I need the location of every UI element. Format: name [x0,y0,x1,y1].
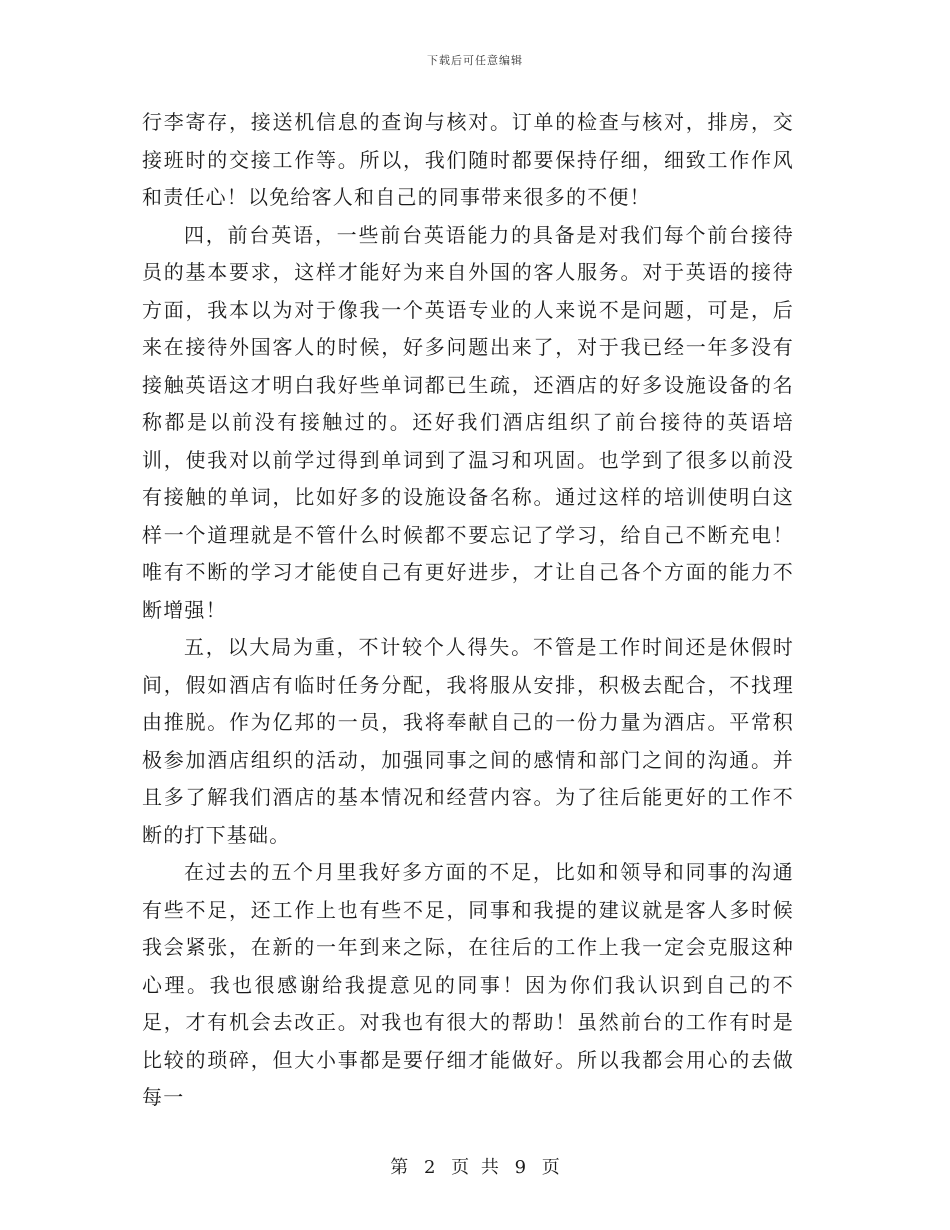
footer-suffix: 页 [541,1157,560,1178]
page-number-footer [0,1153,950,1179]
total-pages-number: 9 [514,1157,527,1178]
current-page-number: 2 [423,1157,436,1178]
paragraph-shortcomings: 在过去的五个月里我好多方面的不足，比如和领导和同事的沟通有些不足，还工作上也有些不足，同事和我提的建议就是客人多时候我会紧张，在新的一年到来之际，在往后的工作上我一定会克服这种心理。我也很感谢给我提意见的同事！因为你们我认识到自己的不足，才有机会去改正。对我也有很大的帮助！虽然前台的工作有时是比较的琐碎，但大小事都是要仔细才能做好。所以我都会用心的去做每一 [142,860,794,1109]
paragraph-continuation: 行李寄存，接送机信息的查询与核对。订单的检查与核对，排房，交接班时的交接工作等。所以，我们随时都要保持仔细，细致工作作风和责任心！以免给客人和自己的同事带来很多的不便！ [142,110,794,209]
paragraph-overall-interest: 五，以大局为重，不计较个人得失。不管是工作时间还是休假时间，假如酒店有临时任务分配，我将服从安排，积极去配合，不找理由推脱。作为亿邦的一员，我将奉献自己的一份力量为酒店。平常积极参加酒店组织的活动，加强同事之间的感情和部门之间的沟通。并且多了解我们酒店的基本情况和经营内容。为了往后能更好的工作不断的打下基础。 [142,635,794,847]
paragraph-front-desk-english: 四，前台英语，一些前台英语能力的具备是对我们每个前台接待员的基本要求，这样才能好为来自外国的客人服务。对于英语的接待方面，我本以为对于像我一个英语专业的人来说不是问题，可是，后来在接待外国客人的时候，好多问题出来了，对于我已经一年多没有接触英语这才明白我好些单词都已生疏，还酒店的好多设施设备的名称都是以前没有接触过的。还好我们酒店组织了前台接待的英语培训，使我对以前学过得到单词到了温习和巩固。也学到了很多以前没有接触的单词，比如好多的设施设备名称。通过这样的培训使明白这样一个道理就是不管什么时候都不要忘记了学习，给自己不断充电！唯有不断的学习才能使自己有更好进步，才让自己各个方面的能力不断增强！ [142,222,794,622]
document-body [142,104,794,1117]
footer-prefix: 第 [390,1157,409,1178]
footer-middle: 页 共 [451,1157,499,1178]
page-header-note: 下载后可任意编辑 [427,54,523,67]
